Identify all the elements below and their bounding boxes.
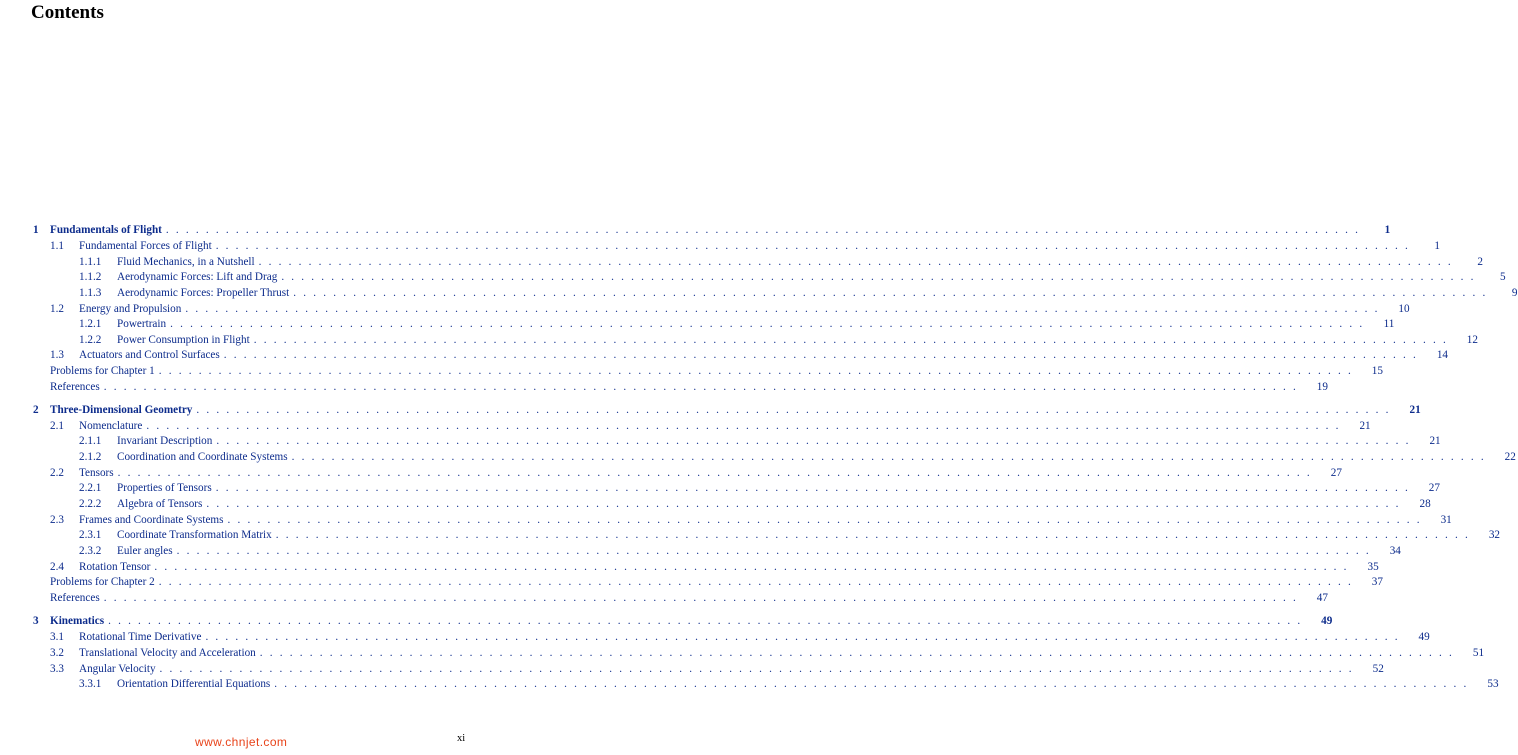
toc-section[interactable] xyxy=(0,513,1452,528)
toc-section[interactable] xyxy=(0,677,1499,692)
page-number: xi xyxy=(457,733,466,744)
toc-page-number: 11 xyxy=(1383,318,1395,330)
toc-label: References xyxy=(50,592,100,604)
toc-page-number: 22 xyxy=(1504,451,1516,463)
toc-page-number: 1 xyxy=(1434,240,1440,252)
toc-number: 1 xyxy=(33,224,39,236)
toc-number: 2.2.2 xyxy=(79,498,102,510)
toc-page-number: 35 xyxy=(1367,561,1379,573)
toc-number: 2.1.2 xyxy=(79,451,102,463)
toc-section[interactable] xyxy=(0,646,1485,661)
dot-leader: . . . . . . . . . . . . . . . . . . . . . . . . . . . . . . . . . . . . . . . . . . . . . . . . . . . . . . . . . . . . . . . . . . . . . . . . . . . . . . . . . . . . . . . . . . . . . . . . . . . . . . . . . . . . . . . . . . . . . . . . xyxy=(258,256,1453,268)
toc-label: Angular Velocity xyxy=(79,663,156,675)
toc-number: 1.1.1 xyxy=(79,256,102,268)
toc-section[interactable] xyxy=(0,662,1384,677)
dot-leader: . . . . . . . . . . . . . . . . . . . . . . . . . . . . . . . . . . . . . . . . . . . . . . . . . . . . . . . . . . . . . . . . . . . . . . . . . . . . . . . . . . . . . . . . . . . . . . . . . . . . . . . . . . . . . . . . . . . . . . . . xyxy=(176,545,1371,557)
dot-leader: . . . . . . . . . . . . . . . . . . . . . . . . . . . . . . . . . . . . . . . . . . . . . . . . . . . . . . . . . . . . . . . . . . . . . . . . . . . . . . . . . . . . . . . . . . . . . . . . . . . . . . . . . . . . . . . . . . . . . . . . xyxy=(196,404,1391,416)
toc-page-number: 9 xyxy=(1511,287,1518,299)
dot-leader: . . . . . . . . . . . . . . . . . . . . . . . . . . . . . . . . . . . . . . . . . . . . . . . . . . . . . . . . . . . . . . . . . . . . . . . . . . . . . . . . . . . . . . . . . . . . . . . . . . . . . . . . . . . . . . . . . . . . . . . . xyxy=(103,592,1298,604)
dot-leader: . . . . . . . . . . . . . . . . . . . . . . . . . . . . . . . . . . . . . . . . . . . . . . . . . . . . . . . . . . . . . . . . . . . . . . . . . . . . . . . . . . . . . . . . . . . . . . . . . . . . . . . . . . . . . . . . . . . . . . . . xyxy=(206,498,1401,510)
toc-section[interactable] xyxy=(0,419,1371,434)
dot-leader: . . . . . . . . . . . . . . . . . . . . . . . . . . . . . . . . . . . . . . . . . . . . . . . . . . . . . . . . . . . . . . . . . . . . . . . . . . . . . . . . . . . . . . . . . . . . . . . . . . . . . . . . . . . . . . . . . . . . . . . . xyxy=(293,287,1488,299)
toc-number: 2.2 xyxy=(50,467,64,479)
dot-leader: . . . . . . . . . . . . . . . . . . . . . . . . . . . . . . . . . . . . . . . . . . . . . . . . . . . . . . . . . . . . . . . . . . . . . . . . . . . . . . . . . . . . . . . . . . . . . . . . . . . . . . . . . . . . . . . . . . . . . . . . xyxy=(259,647,1455,659)
dot-leader: . . . . . . . . . . . . . . . . . . . . . . . . . . . . . . . . . . . . . . . . . . . . . . . . . . . . . . . . . . . . . . . . . . . . . . . . . . . . . . . . . . . . . . . . . . . . . . . . . . . . . . . . . . . . . . . . . . . . . . . . xyxy=(274,678,1469,690)
toc-label: Frames and Coordinate Systems xyxy=(79,514,224,526)
toc-label: Problems for Chapter 1 xyxy=(50,365,155,377)
toc-chapter[interactable] xyxy=(0,614,1333,629)
page-title: Contents xyxy=(31,2,104,23)
toc-backmatter[interactable] xyxy=(0,575,1383,590)
toc-page-number: 51 xyxy=(1472,647,1485,659)
dot-leader: . . . . . . . . . . . . . . . . . . . . . . . . . . . . . . . . . . . . . . . . . . . . . . . . . . . . . . . . . . . . . . . . . . . . . . . . . . . . . . . . . . . . . . . . . . . . . . . . . . . . . . . . . . . . . . . . . . . . . . . . xyxy=(117,467,1312,479)
dot-leader: . . . . . . . . . . . . . . . . . . . . . . . . . . . . . . . . . . . . . . . . . . . . . . . . . . . . . . . . . . . . . . . . . . . . . . . . . . . . . . . . . . . . . . . . . . . . . . . . . . . . . . . . . . . . . . . . . . . . . . . . xyxy=(223,349,1419,361)
dot-leader: . . . . . . . . . . . . . . . . . . . . . . . . . . . . . . . . . . . . . . . . . . . . . . . . . . . . . . . . . . . . . . . . . . . . . . . . . . . . . . . . . . . . . . . . . . . . . . . . . . . . . . . . . . . . . . . . . . . . . . . . xyxy=(253,334,1448,346)
toc-label: Algebra of Tensors xyxy=(117,498,203,510)
toc-number: 2.1.1 xyxy=(79,435,102,447)
toc-label: References xyxy=(50,381,100,393)
toc-page-number: 53 xyxy=(1487,678,1499,690)
dot-leader: . . . . . . . . . . . . . . . . . . . . . . . . . . . . . . . . . . . . . . . . . . . . . . . . . . . . . . . . . . . . . . . . . . . . . . . . . . . . . . . . . . . . . . . . . . . . . . . . . . . . . . . . . . . . . . . . . . . . . . . . xyxy=(170,318,1365,330)
toc-section[interactable] xyxy=(0,481,1440,496)
toc-page-number: 49 xyxy=(1418,631,1430,643)
toc-page-number: 15 xyxy=(1371,365,1383,377)
toc-label: Translational Velocity and Acceleration xyxy=(79,647,256,659)
toc-label: Fundamental Forces of Flight xyxy=(79,240,212,252)
toc-number: 3.2 xyxy=(50,647,64,659)
toc-number: 1.3 xyxy=(50,349,64,361)
dot-leader: . . . . . . . . . . . . . . . . . . . . . . . . . . . . . . . . . . . . . . . . . . . . . . . . . . . . . . . . . . . . . . . . . . . . . . . . . . . . . . . . . . . . . . . . . . . . . . . . . . . . . . . . . . . . . . . . . . . . . . . . xyxy=(146,420,1341,432)
toc-page-number: 47 xyxy=(1316,592,1328,604)
toc-label: Euler angles xyxy=(117,545,173,557)
toc-chapter[interactable] xyxy=(0,403,1421,418)
toc-page-number: 1 xyxy=(1384,224,1391,236)
toc-number: 1.1.2 xyxy=(79,271,102,283)
toc-section[interactable] xyxy=(0,286,1518,301)
toc-section[interactable] xyxy=(0,333,1478,348)
toc-page-number: 12 xyxy=(1466,334,1478,346)
toc-label: Powertrain xyxy=(117,318,167,330)
toc-page-number: 27 xyxy=(1330,467,1342,479)
toc-page-number: 10 xyxy=(1398,303,1410,315)
toc-label: Tensors xyxy=(79,467,114,479)
toc-page-number: 52 xyxy=(1372,663,1384,675)
dot-leader: . . . . . . . . . . . . . . . . . . . . . . . . . . . . . . . . . . . . . . . . . . . . . . . . . . . . . . . . . . . . . . . . . . . . . . . . . . . . . . . . . . . . . . . . . . . . . . . . . . . . . . . . . . . . . . . . . . . . . . . . xyxy=(227,514,1422,526)
toc-label: Aerodynamic Forces: Lift and Drag xyxy=(117,271,278,283)
dot-leader: . . . . . . . . . . . . . . . . . . . . . . . . . . . . . . . . . . . . . . . . . . . . . . . . . . . . . . . . . . . . . . . . . . . . . . . . . . . . . . . . . . . . . . . . . . . . . . . . . . . . . . . . . . . . . . . . . . . . . . . . xyxy=(215,240,1410,252)
toc-label: Aerodynamic Forces: Propeller Thrust xyxy=(117,287,290,299)
toc-number: 2.1 xyxy=(50,420,64,432)
toc-number: 3 xyxy=(33,615,39,627)
toc-section[interactable] xyxy=(0,434,1441,449)
toc-label: Invariant Description xyxy=(117,435,213,447)
toc-number: 1.2.1 xyxy=(79,318,102,330)
toc-section[interactable] xyxy=(0,560,1379,575)
toc-section[interactable] xyxy=(0,317,1395,332)
toc-page-number: 28 xyxy=(1419,498,1431,510)
toc-page-number: 31 xyxy=(1440,514,1452,526)
dot-leader: . . . . . . . . . . . . . . . . . . . . . . . . . . . . . . . . . . . . . . . . . . . . . . . . . . . . . . . . . . . . . . . . . . . . . . . . . . . . . . . . . . . . . . . . . . . . . . . . . . . . . . . . . . . . . . . . . . . . . . . . xyxy=(158,365,1353,377)
toc-page-number: 19 xyxy=(1316,381,1328,393)
toc-label: Fundamentals of Flight xyxy=(50,224,162,236)
toc-page-number: 27 xyxy=(1428,482,1440,494)
toc-label: Orientation Differential Equations xyxy=(117,678,271,690)
toc-section[interactable] xyxy=(0,630,1430,645)
toc-number: 2.2.1 xyxy=(79,482,102,494)
toc-label: Coordination and Coordinate Systems xyxy=(117,451,288,463)
toc-number: 3.3.1 xyxy=(79,678,102,690)
dot-leader: . . . . . . . . . . . . . . . . . . . . . . . . . . . . . . . . . . . . . . . . . . . . . . . . . . . . . . . . . . . . . . . . . . . . . . . . . . . . . . . . . . . . . . . . . . . . . . . . . . . . . . . . . . . . . . . . . . . . . . . . xyxy=(281,271,1476,283)
toc-section[interactable] xyxy=(0,239,1440,254)
dot-leader: . . . . . . . . . . . . . . . . . . . . . . . . . . . . . . . . . . . . . . . . . . . . . . . . . . . . . . . . . . . . . . . . . . . . . . . . . . . . . . . . . . . . . . . . . . . . . . . . . . . . . . . . . . . . . . . . . . . . . . . . xyxy=(275,529,1471,541)
dot-leader: . . . . . . . . . . . . . . . . . . . . . . . . . . . . . . . . . . . . . . . . . . . . . . . . . . . . . . . . . . . . . . . . . . . . . . . . . . . . . . . . . . . . . . . . . . . . . . . . . . . . . . . . . . . . . . . . . . . . . . . . xyxy=(185,303,1380,315)
dot-leader: . . . . . . . . . . . . . . . . . . . . . . . . . . . . . . . . . . . . . . . . . . . . . . . . . . . . . . . . . . . . . . . . . . . . . . . . . . . . . . . . . . . . . . . . . . . . . . . . . . . . . . . . . . . . . . . . . . . . . . . . xyxy=(291,451,1486,463)
toc-backmatter[interactable] xyxy=(0,591,1328,606)
dot-leader: . . . . . . . . . . . . . . . . . . . . . . . . . . . . . . . . . . . . . . . . . . . . . . . . . . . . . . . . . . . . . . . . . . . . . . . . . . . . . . . . . . . . . . . . . . . . . . . . . . . . . . . . . . . . . . . . . . . . . . . . xyxy=(215,482,1410,494)
dot-leader: . . . . . . . . . . . . . . . . . . . . . . . . . . . . . . . . . . . . . . . . . . . . . . . . . . . . . . . . . . . . . . . . . . . . . . . . . . . . . . . . . . . . . . . . . . . . . . . . . . . . . . . . . . . . . . . . . . . . . . . . xyxy=(159,663,1354,675)
toc-number: 2 xyxy=(33,404,39,416)
toc-label: Fluid Mechanics, in a Nutshell xyxy=(117,256,255,268)
dot-leader: . . . . . . . . . . . . . . . . . . . . . . . . . . . . . . . . . . . . . . . . . . . . . . . . . . . . . . . . . . . . . . . . . . . . . . . . . . . . . . . . . . . . . . . . . . . . . . . . . . . . . . . . . . . . . . . . . . . . . . . . xyxy=(158,576,1353,588)
toc-number: 3.3 xyxy=(50,663,64,675)
toc-number: 2.3.2 xyxy=(79,545,102,557)
toc-page-number: 14 xyxy=(1436,349,1449,361)
toc-number: 2.4 xyxy=(50,561,64,573)
dot-leader: . . . . . . . . . . . . . . . . . . . . . . . . . . . . . . . . . . . . . . . . . . . . . . . . . . . . . . . . . . . . . . . . . . . . . . . . . . . . . . . . . . . . . . . . . . . . . . . . . . . . . . . . . . . . . . . . . . . . . . . . xyxy=(216,435,1411,447)
toc-number: 1.2 xyxy=(50,303,64,315)
toc-label: Kinematics xyxy=(50,615,105,627)
dot-leader: . . . . . . . . . . . . . . . . . . . . . . . . . . . . . . . . . . . . . . . . . . . . . . . . . . . . . . . . . . . . . . . . . . . . . . . . . . . . . . . . . . . . . . . . . . . . . . . . . . . . . . . . . . . . . . . . . . . . . . . . xyxy=(103,381,1298,393)
toc-label: Energy and Propulsion xyxy=(79,303,182,315)
toc-backmatter[interactable] xyxy=(0,364,1383,379)
toc-number: 1.1 xyxy=(50,240,64,252)
toc-label: Actuators and Control Surfaces xyxy=(79,349,220,361)
toc-number: 1.1.3 xyxy=(79,287,102,299)
toc-page-number: 37 xyxy=(1371,576,1383,588)
toc-section[interactable] xyxy=(0,270,1506,285)
toc-number: 2.3 xyxy=(50,514,64,526)
toc-section[interactable] xyxy=(0,302,1410,317)
toc-label: Power Consumption in Flight xyxy=(117,334,250,346)
toc-page-number: 2 xyxy=(1477,256,1483,268)
toc-section[interactable] xyxy=(0,528,1501,543)
toc-page-number: 5 xyxy=(1499,271,1506,283)
toc-section[interactable] xyxy=(0,450,1516,465)
watermark-link[interactable]: www.chnjet.com xyxy=(195,735,288,749)
dot-leader: . . . . . . . . . . . . . . . . . . . . . . . . . . . . . . . . . . . . . . . . . . . . . . . . . . . . . . . . . . . . . . . . . . . . . . . . . . . . . . . . . . . . . . . . . . . . . . . . . . . . . . . . . . . . . . . . . . . . . . . . xyxy=(205,631,1400,643)
toc-label: Problems for Chapter 2 xyxy=(50,576,155,588)
toc-page-number: 32 xyxy=(1488,529,1501,541)
toc-page-number: 49 xyxy=(1321,615,1333,627)
toc-section[interactable] xyxy=(0,544,1401,559)
toc-label: Rotational Time Derivative xyxy=(79,631,202,643)
toc-number: 3.1 xyxy=(50,631,64,643)
toc-label: Three-Dimensional Geometry xyxy=(50,404,193,416)
toc-number: 2.3.1 xyxy=(79,529,102,541)
toc-page-number: 34 xyxy=(1389,545,1401,557)
toc-label: Coordinate Transformation Matrix xyxy=(117,529,272,541)
toc-label: Nomenclature xyxy=(79,420,143,432)
toc-page-number: 21 xyxy=(1409,404,1421,416)
toc-chapter[interactable] xyxy=(0,223,1391,238)
toc-section[interactable] xyxy=(0,497,1431,512)
dot-leader: . . . . . . . . . . . . . . . . . . . . . . . . . . . . . . . . . . . . . . . . . . . . . . . . . . . . . . . . . . . . . . . . . . . . . . . . . . . . . . . . . . . . . . . . . . . . . . . . . . . . . . . . . . . . . . . . . . . . . . . . xyxy=(165,224,1361,236)
toc-backmatter[interactable] xyxy=(0,380,1328,395)
toc-section[interactable] xyxy=(0,348,1449,363)
toc-page-number: 21 xyxy=(1359,420,1371,432)
dot-leader: . . . . . . . . . . . . . . . . . . . . . . . . . . . . . . . . . . . . . . . . . . . . . . . . . . . . . . . . . . . . . . . . . . . . . . . . . . . . . . . . . . . . . . . . . . . . . . . . . . . . . . . . . . . . . . . . . . . . . . . . xyxy=(108,615,1303,627)
toc-label: Rotation Tensor xyxy=(79,561,151,573)
toc-page-number: 21 xyxy=(1429,435,1441,447)
dot-leader: . . . . . . . . . . . . . . . . . . . . . . . . . . . . . . . . . . . . . . . . . . . . . . . . . . . . . . . . . . . . . . . . . . . . . . . . . . . . . . . . . . . . . . . . . . . . . . . . . . . . . . . . . . . . . . . . . . . . . . . . xyxy=(154,561,1349,573)
toc-number: 1.2.2 xyxy=(79,334,102,346)
toc-section[interactable] xyxy=(0,255,1483,270)
toc-label: Properties of Tensors xyxy=(117,482,212,494)
toc-section[interactable] xyxy=(0,466,1342,481)
